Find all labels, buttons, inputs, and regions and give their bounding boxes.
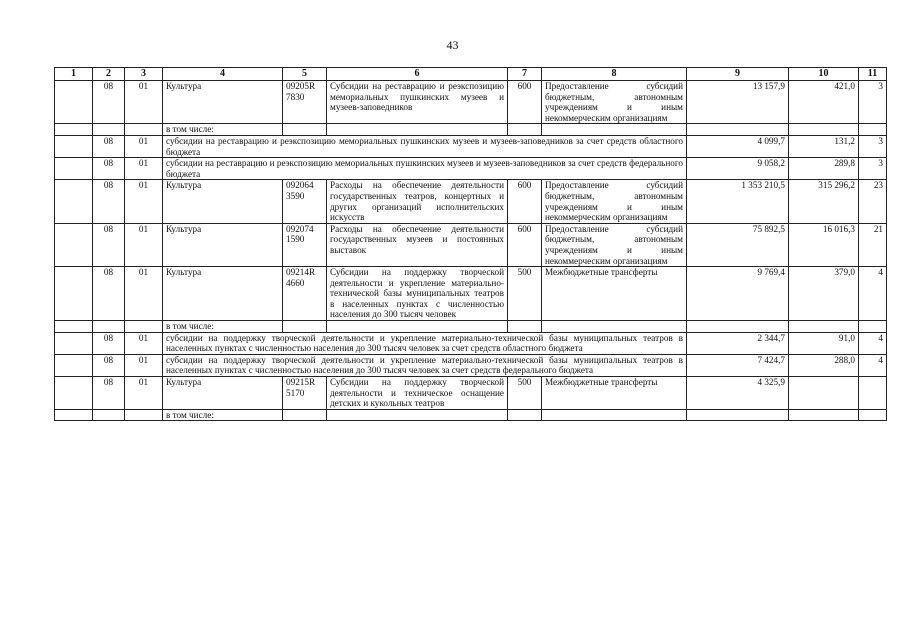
cell-amount: 4 099,7 (687, 135, 789, 157)
cell-empty (55, 81, 93, 124)
cell-count: 4 (859, 267, 887, 321)
cell-empty (55, 409, 93, 421)
header-cell: 6 (327, 68, 508, 81)
cell-empty (542, 124, 687, 136)
cell-empty (859, 321, 887, 333)
table-row (55, 409, 887, 421)
cell-empty (125, 321, 163, 333)
cell-empty (55, 332, 93, 354)
table-row (55, 81, 887, 124)
cell-subsidy-text: субсидии на поддержку творческой деятельности и укрепление материально-технической базы муниципальных театров в населенных пунктах с численностью населения до 300 тысяч человек за счет средств федерального бюджета (163, 354, 687, 376)
table-row (55, 223, 887, 266)
cell-count: 3 (859, 158, 887, 180)
cell-amount: 75 892,5 (687, 223, 789, 266)
cell-amount: 4 325,9 (687, 377, 789, 410)
cell-section: 08 (93, 158, 125, 180)
cell-amount: 13 157,9 (687, 81, 789, 124)
cell-empty (55, 377, 93, 410)
cell-subsection: 01 (125, 223, 163, 266)
cell-empty (687, 124, 789, 136)
cell-target-code: 09214R 4660 (283, 267, 327, 321)
cell-amount: 2 344,7 (687, 332, 789, 354)
cell-subsection: 01 (125, 267, 163, 321)
page-number: 43 (446, 38, 459, 52)
header-cell: 8 (542, 68, 687, 81)
table-row (55, 377, 887, 410)
cell-subsection: 01 (125, 377, 163, 410)
cell-empty (55, 158, 93, 180)
cell-amount-2 (789, 377, 859, 410)
cell-target-code: 092064 3590 (283, 180, 327, 223)
cell-count: 3 (859, 135, 887, 157)
cell-amount-2: 315 296,2 (789, 180, 859, 223)
cell-amount-2: 16 016,3 (789, 223, 859, 266)
cell-subsection: 01 (125, 135, 163, 157)
cell-expense-type: 500 (508, 267, 542, 321)
cell-count: 3 (859, 81, 887, 124)
cell-name: Культура (163, 81, 283, 124)
table-row (55, 180, 887, 223)
header-cell: 3 (125, 68, 163, 81)
cell-empty (508, 321, 542, 333)
cell-expense-name: Межбюджетные трансферты (542, 267, 687, 321)
cell-expense-type: 600 (508, 223, 542, 266)
cell-amount: 7 424,7 (687, 354, 789, 376)
cell-empty (542, 409, 687, 421)
cell-description: Субсидии на реставрацию и реэкспозицию мемориальных пушкинских музеев и музеев-заповедников (327, 81, 508, 124)
cell-amount: 1 353 210,5 (687, 180, 789, 223)
cell-empty (55, 135, 93, 157)
cell-amount-2: 379,0 (789, 267, 859, 321)
table-row (55, 321, 887, 333)
cell-count (859, 377, 887, 410)
cell-empty (283, 124, 327, 136)
cell-empty (125, 409, 163, 421)
cell-description: Субсидии на поддержку творческой деятельности и укрепление материально-технической базы муниципальных театров в населенных пунктах с численностью населения до 300 тысяч человек (327, 267, 508, 321)
header-cell: 9 (687, 68, 789, 81)
cell-expense-type: 600 (508, 180, 542, 223)
cell-count: 4 (859, 354, 887, 376)
cell-description: Расходы на обеспечение деятельности государственных музеев и постоянных выставок (327, 223, 508, 266)
table-row (55, 332, 887, 354)
cell-subsection: 01 (125, 332, 163, 354)
cell-section: 08 (93, 223, 125, 266)
cell-empty (55, 124, 93, 136)
header-cell: 10 (789, 68, 859, 81)
cell-section: 08 (93, 81, 125, 124)
cell-expense-type: 600 (508, 81, 542, 124)
cell-empty (125, 124, 163, 136)
header-cell: 11 (859, 68, 887, 81)
cell-amount: 9 769,4 (687, 267, 789, 321)
cell-section: 08 (93, 135, 125, 157)
cell-empty (687, 409, 789, 421)
cell-empty (55, 223, 93, 266)
cell-subsection: 01 (125, 81, 163, 124)
cell-expense-name: Предоставление субсидий бюджетным, автономным учреждениям и иным некоммерческим организациям (542, 223, 687, 266)
cell-target-code: 092074 1590 (283, 223, 327, 266)
header-cell: 7 (508, 68, 542, 81)
cell-expense-name: Межбюджетные трансферты (542, 377, 687, 410)
cell-count: 4 (859, 332, 887, 354)
header-cell: 1 (55, 68, 93, 81)
cell-section: 08 (93, 354, 125, 376)
table-row (55, 267, 887, 321)
cell-subtotal-label: в том числе: (163, 409, 283, 421)
cell-amount: 9 058,2 (687, 158, 789, 180)
cell-empty (283, 409, 327, 421)
cell-empty (55, 180, 93, 223)
budget-table (54, 67, 887, 421)
header-row (55, 68, 887, 81)
cell-name: Культура (163, 180, 283, 223)
cell-expense-name: Предоставление субсидий бюджетным, автономным учреждениям и иным некоммерческим организациям (542, 180, 687, 223)
cell-section: 08 (93, 267, 125, 321)
cell-target-code: 09215R 5170 (283, 377, 327, 410)
cell-section: 08 (93, 377, 125, 410)
cell-empty (93, 124, 125, 136)
cell-amount-2: 421,0 (789, 81, 859, 124)
cell-amount-2: 289,8 (789, 158, 859, 180)
cell-subtotal-label: в том числе: (163, 124, 283, 136)
cell-empty (55, 321, 93, 333)
cell-name: Культура (163, 223, 283, 266)
cell-empty (789, 321, 859, 333)
table-row (55, 135, 887, 157)
cell-empty (789, 409, 859, 421)
cell-empty (327, 409, 508, 421)
cell-empty (55, 267, 93, 321)
cell-empty (859, 124, 887, 136)
cell-count: 23 (859, 180, 887, 223)
cell-empty (93, 321, 125, 333)
cell-subsection: 01 (125, 180, 163, 223)
cell-empty (55, 354, 93, 376)
table-row (55, 124, 887, 136)
cell-subsection: 01 (125, 158, 163, 180)
cell-empty (93, 409, 125, 421)
cell-empty (508, 124, 542, 136)
cell-expense-type: 500 (508, 377, 542, 410)
cell-empty (859, 409, 887, 421)
header-cell: 2 (93, 68, 125, 81)
cell-subsidy-text: субсидии на реставрацию и реэкспозицию мемориальных пушкинских музеев и музеев-заповедников за счет средств областного бюджета (163, 135, 687, 157)
cell-subsection: 01 (125, 354, 163, 376)
cell-subsidy-text: субсидии на реставрацию и реэкспозицию мемориальных пушкинских музеев и музеев-заповедников за счет средств федерального бюджета (163, 158, 687, 180)
cell-name: Культура (163, 267, 283, 321)
cell-count: 21 (859, 223, 887, 266)
cell-empty (327, 321, 508, 333)
header-cell: 5 (283, 68, 327, 81)
cell-empty (327, 124, 508, 136)
cell-empty (542, 321, 687, 333)
cell-amount-2: 288,0 (789, 354, 859, 376)
cell-expense-name: Предоставление субсидий бюджетным, автономным учреждениям и иным некоммерческим организациям (542, 81, 687, 124)
cell-target-code: 09205R 7830 (283, 81, 327, 124)
cell-empty (283, 321, 327, 333)
cell-section: 08 (93, 332, 125, 354)
cell-name: Культура (163, 377, 283, 410)
cell-empty (687, 321, 789, 333)
header-cell: 4 (163, 68, 283, 81)
cell-section: 08 (93, 180, 125, 223)
cell-empty (508, 409, 542, 421)
table-row (55, 354, 887, 376)
cell-amount-2: 91,0 (789, 332, 859, 354)
cell-description: Субсидии на поддержку творческой деятельности и техническое оснащение детских и кукольных театров (327, 377, 508, 410)
cell-empty (789, 124, 859, 136)
cell-subsidy-text: субсидии на поддержку творческой деятельности и укрепление материально-технической базы муниципальных театров в населенных пунктах с численностью населения до 300 тысяч человек за счет средств областного бюджета (163, 332, 687, 354)
cell-amount-2: 131,2 (789, 135, 859, 157)
table-row (55, 158, 887, 180)
cell-subtotal-label: в том числе: (163, 321, 283, 333)
cell-description: Расходы на обеспечение деятельности государственных театров, концертных и других организаций исполнительских искусств (327, 180, 508, 223)
